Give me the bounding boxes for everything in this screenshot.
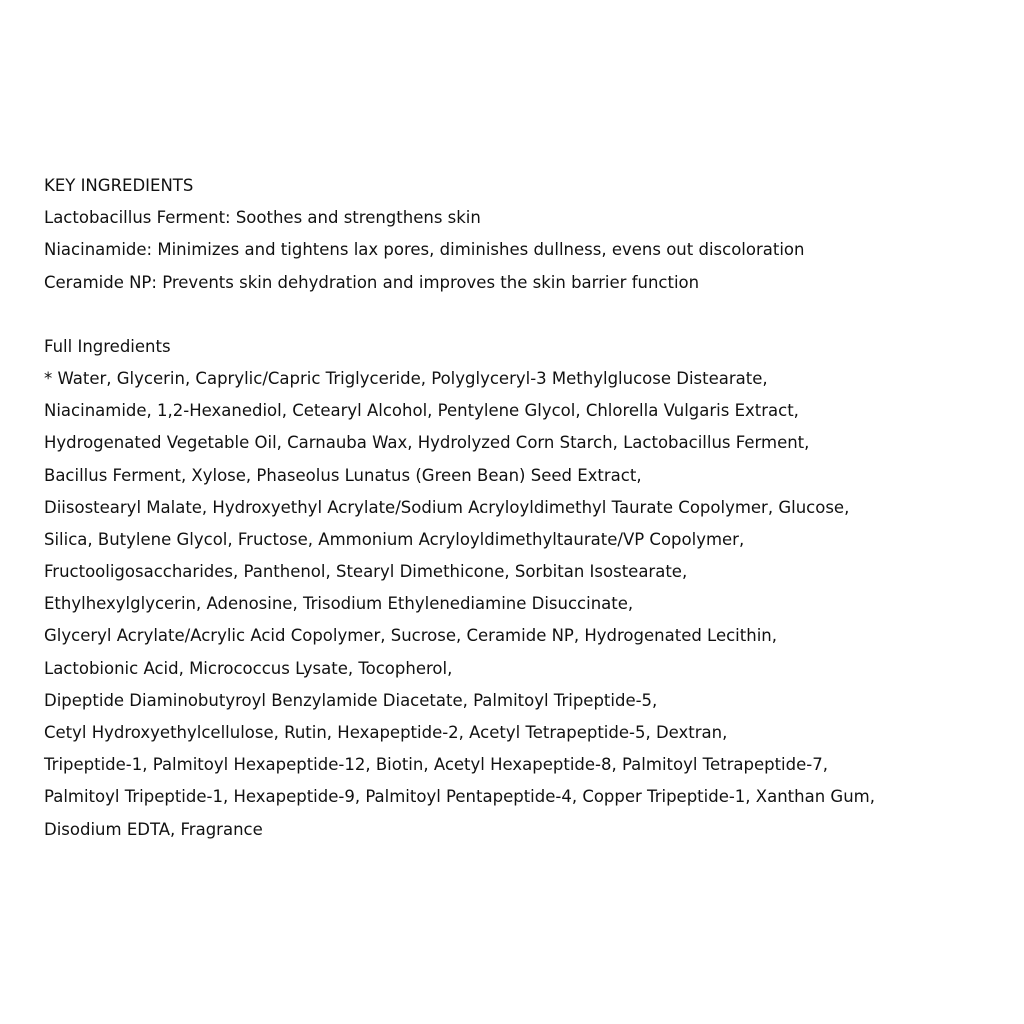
ingredient-line: * Water, Glycerin, Caprylic/Capric Triglyceride, Polyglyceryl-3 Methylglucose Distearate, [44,368,768,388]
key-ingredients-section [44,170,1004,299]
key-ingredients-heading: KEY INGREDIENTS [44,176,194,195]
ingredient-line: Palmitoyl Tripeptide-1, Hexapeptide-9, Palmitoyl Pentapeptide-4, Copper Tripeptide-1, Xanthan Gum, [44,787,875,807]
ingredient-line: Bacillus Ferment, Xylose, Phaseolus Lunatus (Green Bean) Seed Extract, [44,465,642,485]
full-ingredients-section [44,331,1004,846]
ingredient-line: Tripeptide-1, Palmitoyl Hexapeptide-12, Biotin, Acetyl Hexapeptide-8, Palmitoyl Tetrapeptide-7, [44,755,828,775]
ingredient-line: Cetyl Hydroxyethylcellulose, Rutin, Hexapeptide-2, Acetyl Tetrapeptide-5, Dextran, [44,723,728,742]
key-ingredient-item: Lactobacillus Ferment: Soothes and strengthens skin [44,208,481,228]
key-ingredient-item: Ceramide NP: Prevents skin dehydration and improves the skin barrier function [44,272,700,292]
ingredient-line: Disodium EDTA, Fragrance [44,819,263,839]
ingredient-line: Ethylhexylglycerin, Adenosine, Trisodium Ethylenediamine Disuccinate, [44,594,634,614]
section-spacer [44,299,1004,331]
key-ingredient-item: Niacinamide: Minimizes and tightens lax pores, diminishes dullness, evens out discoloration [44,240,805,260]
ingredients-document [44,170,1004,846]
ingredient-line: Hydrogenated Vegetable Oil, Carnauba Wax, Hydrolyzed Corn Starch, Lactobacillus Ferment, [44,433,810,453]
full-ingredients-heading: Full Ingredients [44,336,171,356]
ingredient-line: Fructooligosaccharides, Panthenol, Stearyl Dimethicone, Sorbitan Isostearate, [44,562,688,582]
ingredient-line: Diisostearyl Malate, Hydroxyethyl Acrylate/Sodium Acryloyldimethyl Taurate Copolymer, Glucose, [44,497,850,517]
ingredient-line: Silica, Butylene Glycol, Fructose, Ammonium Acryloyldimethyltaurate/VP Copolymer, [44,529,745,549]
ingredient-line: Niacinamide, 1,2-Hexanediol, Cetearyl Alcohol, Pentylene Glycol, Chlorella Vulgaris Extract, [44,401,799,421]
ingredient-line: Glyceryl Acrylate/Acrylic Acid Copolymer, Sucrose, Ceramide NP, Hydrogenated Lecithin, [44,626,777,646]
ingredient-line: Lactobionic Acid, Micrococcus Lysate, Tocopherol, [44,658,453,678]
ingredient-line: Dipeptide Diaminobutyroyl Benzylamide Diacetate, Palmitoyl Tripeptide-5, [44,690,658,710]
